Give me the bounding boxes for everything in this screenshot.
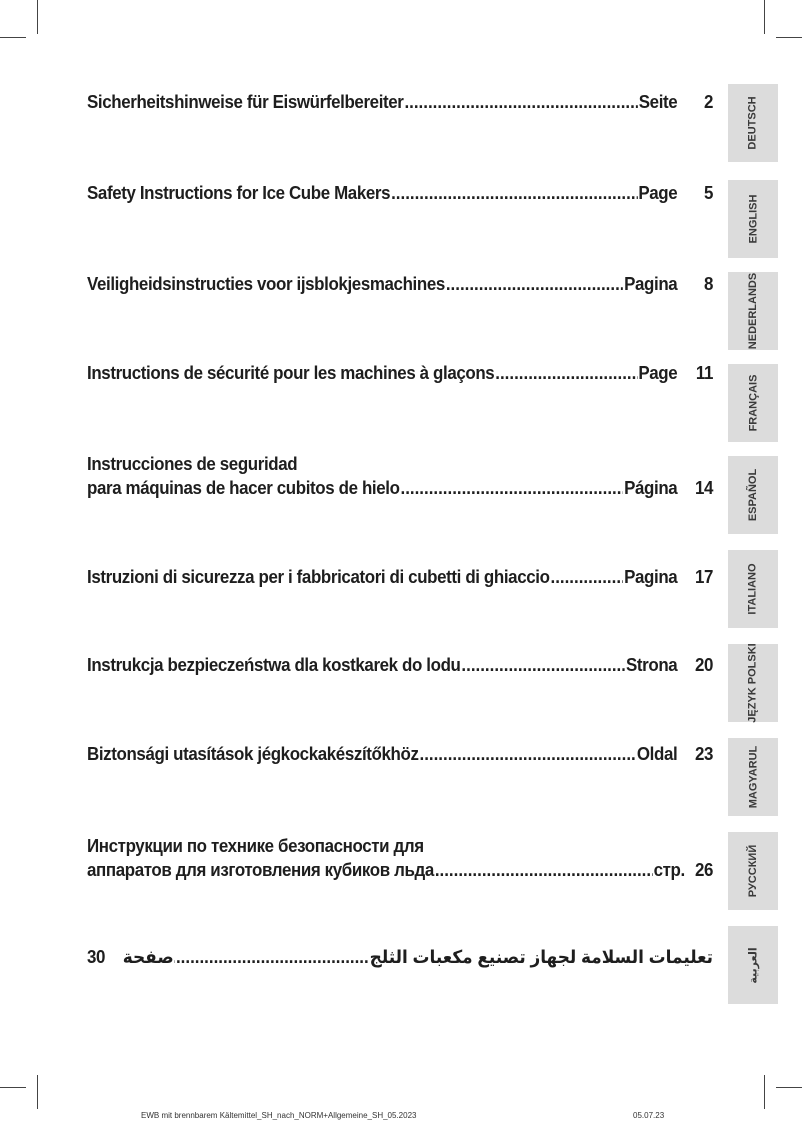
toc-page-label: صفحة [122,947,174,967]
tab-francais[interactable] [728,364,778,442]
crop-mark [776,37,802,38]
toc-page-number: 8 [703,274,714,294]
tab-label: MAGYARUL [747,745,760,809]
toc-entry-title-line-1: Инструкции по технике безопасности для [87,836,424,856]
tab-deutsch[interactable] [728,84,778,162]
tab-russkiy[interactable] [728,832,778,910]
crop-mark [776,1087,802,1088]
toc-entry-russian[interactable] [87,834,713,882]
toc-page-number: 14 [694,478,714,498]
toc-entry-title: Instructions de sécurité pour les machines à glaçons [87,363,495,383]
toc-entry-german[interactable] [87,90,713,114]
toc-entry-hungarian[interactable] [87,742,713,766]
toc-entry-title: Safety Instructions for Ice Cube Makers [87,183,391,203]
toc-page-number: 26 [694,860,714,880]
toc-entry-title: Instrukcja bezpieczeństwa dla kostkarek do lodu [87,655,461,675]
toc-entry-french[interactable] [87,361,713,385]
toc-entry-title: Sicherheitshinweise für Eiswürfelbereiter [87,92,404,112]
toc-page-label: стр. [653,860,685,880]
toc-entry-title: Veiligheidsinstructies voor ijsblokjesmachines [87,274,445,294]
toc-entry-english[interactable] [87,181,713,205]
footer-filename: EWB mit brennbarem Kältemittel_SH_nach_NORM+Allgemeine_SH_05.2023 [141,1111,417,1120]
dot-leader [435,858,653,882]
dot-leader [495,361,637,385]
toc-page-number: 23 [694,744,714,764]
toc-page-label: Pagina [624,567,678,587]
tab-arabic[interactable] [728,926,778,1004]
toc-page-number: 2 [703,92,714,112]
toc-entry-dutch[interactable] [87,272,713,296]
toc-entry-title: تعليمات السلامة لجهاز تصنيع مكعبات الثلج [369,947,714,967]
toc-entry-arabic[interactable] [87,945,713,969]
toc-entry-title: Biztonsági utasítások jégkockakészítőkhöz [87,744,419,764]
toc-page-number: 17 [694,567,714,587]
footer-date: 05.07.23 [633,1111,665,1120]
toc-page-number: 30 [87,947,106,967]
crop-mark [0,37,26,38]
crop-mark [37,1075,38,1109]
dot-leader [419,742,635,766]
crop-mark [0,1087,26,1088]
tab-italiano[interactable] [728,550,778,628]
tab-label: DEUTSCH [747,96,760,150]
dot-leader [404,90,637,114]
toc-entry-title: Istruzioni di sicurezza per i fabbricatori di cubetti di ghiaccio [87,567,550,587]
dot-leader [400,476,623,500]
tab-label: FRANÇAIS [747,374,759,432]
tab-label: NEDERLANDS [747,272,759,350]
language-tabs [728,0,778,1000]
toc-page-label: Page [638,363,678,383]
tab-label: ENGLISH [747,194,759,244]
tab-label: ESPAÑOL [747,468,760,522]
tab-espanol[interactable] [728,456,778,534]
dot-leader [175,945,369,969]
toc-page-number: 20 [694,655,714,675]
dot-leader [551,565,624,589]
toc-entry-spanish[interactable] [87,452,713,500]
crop-mark [764,1075,765,1109]
toc-page-label: Pagina [624,274,678,294]
toc-entry-title-line-2: аппаратов для изготовления кубиков льда [87,860,434,880]
tab-label: JĘZYK POLSKI [747,643,759,723]
toc-page-label: Oldal [636,744,678,764]
crop-mark [37,0,38,34]
dot-leader [461,653,625,677]
tab-nederlands[interactable] [728,272,778,350]
tab-magyarul[interactable] [728,738,778,816]
tab-label: العربية [747,946,760,984]
toc-page-label: Página [624,478,678,498]
toc-page-label: Strona [625,655,678,675]
toc-page-label: Seite [638,92,678,112]
toc-page-label: Page [638,183,678,203]
table-of-contents [87,0,713,1000]
tab-english[interactable] [728,180,778,258]
toc-page-number: 11 [695,363,714,383]
dot-leader [391,181,637,205]
toc-entry-italian[interactable] [87,565,713,589]
dot-leader [446,272,623,296]
toc-entry-polish[interactable] [87,653,713,677]
tab-jezyk-polski[interactable] [728,644,778,722]
toc-page-number: 5 [703,183,714,203]
tab-label: ITALIANO [747,563,759,615]
toc-entry-title-line-1: Instrucciones de seguridad [87,454,298,474]
tab-label: РУССКИЙ [747,844,760,898]
toc-entry-title-line-2: para máquinas de hacer cubitos de hielo [87,478,400,498]
